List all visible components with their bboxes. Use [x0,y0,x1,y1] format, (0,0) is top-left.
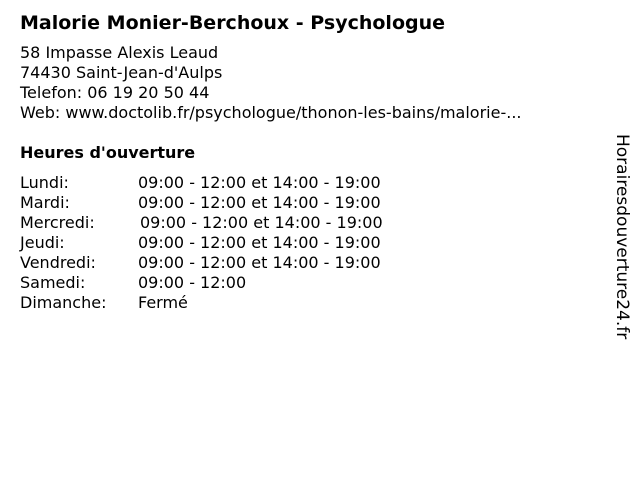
hours-row-friday [20,253,610,273]
day-label: Vendredi: [20,253,96,272]
watermark-container [612,134,632,374]
phone-label: Telefon: [20,83,83,102]
business-title: Malorie Monier-Berchoux - Psychologue [20,12,446,34]
day-label: Mardi: [20,193,70,212]
day-label: Lundi: [20,173,69,192]
hours-row-wednesday [20,213,610,233]
city-address: 74430 Saint-Jean-d'Aulps [20,63,223,82]
opening-hours-list [20,173,610,313]
day-label: Samedi: [20,273,86,292]
day-label: Jeudi: [20,233,65,252]
business-card [20,10,610,313]
website-link[interactable]: www.doctolib.fr/psychologue/thonon-les-bains/malorie-... [65,103,522,122]
hours-row-tuesday [20,193,610,213]
phone-number[interactable]: 06 19 20 50 44 [87,83,210,102]
day-label: Dimanche: [20,293,107,312]
hours-row-thursday [20,233,610,253]
day-hours: 09:00 - 12:00 [138,273,247,292]
day-hours: 09:00 - 12:00 et 14:00 - 19:00 [140,213,383,232]
address-block [20,43,610,123]
day-hours: 09:00 - 12:00 et 14:00 - 19:00 [138,253,381,272]
day-hours: 09:00 - 12:00 et 14:00 - 19:00 [138,173,381,192]
hours-row-saturday [20,273,610,293]
site-watermark: Horairesdouverture24.fr [612,134,632,340]
day-hours: 09:00 - 12:00 et 14:00 - 19:00 [138,233,381,252]
web-label: Web: [20,103,61,122]
hours-row-sunday [20,293,610,313]
hours-row-monday [20,173,610,193]
phone-line [20,83,610,103]
day-label: Mercredi: [20,213,95,232]
opening-hours-heading: Heures d'ouverture [20,143,196,162]
web-line [20,103,610,123]
day-hours: Fermé [138,293,188,312]
street-address: 58 Impasse Alexis Leaud [20,43,219,62]
day-hours: 09:00 - 12:00 et 14:00 - 19:00 [138,193,381,212]
